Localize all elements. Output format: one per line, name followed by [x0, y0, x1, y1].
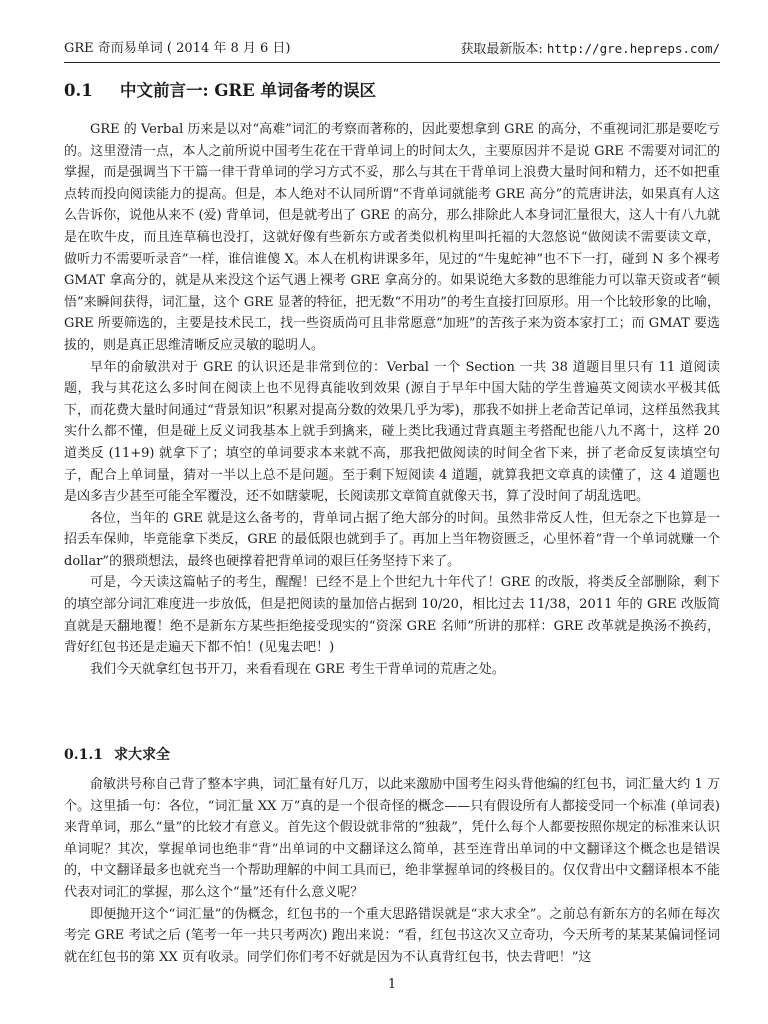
paragraph: 早年的俞敏洪对于 GRE 的认识还是非常到位的：Verbal 一个 Section 一共 38 道题目里只有 11 道阅读题，我与其花这么多时间在阅读上也不见得真能收到效果 (源自于早年中国大陆的学生普遍英文阅读水平极其低下，而花费大量时间通过“背景知识”积累对提高分数的效果几乎为零)，那我不如拼上老命苦记单词，这样虽然我其实什么都不懂，但是碰上反义词我基本上就手到擒来，碰上类比我通过背真题主考搭配也能八九不离十，这样 20 道类反 (11+9) 就拿下了；填空的单词要求本来就不高，那我把做阅读的时间全省下来，拼了老命反复读填空句子，配合上单词量，猜对一半以上总不是问题。至于剩下短阅读 4 道题，就算我把文章真的读懂了，这 4 道题也是凶多吉少甚至可能全军覆没，还不如瞎蒙呢，长阅读那文章简直就像天书，算了没时间了胡乱选吧。 — [64, 359, 720, 505]
subsection-body — [64, 774, 720, 968]
paragraph: 各位，当年的 GRE 就是这么备考的，背单词占据了绝大部分的时间。虽然非常反人性，但无奈之下也算是一招丢车保帅，毕竟能拿下类反，GRE 的最低限也就到手了。再加上当年物资匮乏，心里怀着“背一个单词就赚一个 dollar”的猥琐想法，最终也硬撑着把背单词的艰巨任务坚持下来了。 — [64, 510, 720, 569]
section-body — [64, 119, 720, 680]
header-title: GRE 奇而易单词 ( 2014 年 8 月 6 日) — [64, 41, 291, 56]
section-number: 0.1 — [64, 81, 93, 100]
page-number: 1 — [387, 977, 397, 992]
subsection-heading — [64, 745, 170, 765]
paragraph: 即便抛开这个“词汇量”的伪概念，红包书的一个重大思路错误就是“求大求全”。之前总有新东方的名师在每次考完 GRE 考试之后 (笔考一年一共只考两次) 跑出来说：“看，红包书这次又立奇功，今天所考的某某某偏词怪词就在红包书的第 XX 页有收录。同学们你们考不好就是因为不认真背红包书，快去背吧！”这 — [64, 906, 720, 965]
section-title: 中文前言一: GRE 单词备考的误区 — [120, 81, 376, 100]
paragraph: GRE 的 Verbal 历来是以对“高难”词汇的考察而著称的，因此要想拿到 GRE 的高分，不重视词汇那是要吃亏的。这里澄清一点，本人之前所说中国考生花在干背单词上的时间太久，主要原因并不是说 GRE 不需要对词汇的掌握，而是强调当下干篇一律干背单词的学习方式不妥，那么与其在干背单词上浪费大量时间和精力，还不如把重点转而投向阅读能力的提高。但是，本人绝对不认同所谓“不背单词就能考 GRE 高分”的荒唐讲法，如果真有人这么告诉你，说他从来不 (爱) 背单词，但是就考出了 GRE 的高分，那么排除此人本身词汇量很大，这人十有八九就是在吹牛皮，而且连草稿也没打，这就好像有些新东方或者类似机构里叫托福的大忽悠说“做阅读不需要读文章，做听力不需要听录音”一样，谁信谁傻 X。本人在机构讲课多年，见过的“牛鬼蛇神”也不下一打，碰到 N 多个裸考 GMAT 拿高分的，就是从来没这个运气遇上裸考 GRE 拿高分的。如果说绝大多数的思维能力可以靠天资或者“顿悟”来瞬间获得，词汇量，这个 GRE 显著的特征，把无数“不用功”的考生直接打回原形。用一个比较形象的比喻，GRE 所要筛选的，主要是技术民工，找一些资质尚可且非常愿意“加班”的苦孩子来为资本家打工；而 GMAT 要选拔的，则是真正思维清晰反应灵敏的聪明人。 — [64, 122, 720, 353]
paragraph: 我们今天就拿红包书开刀，来看看现在 GRE 考生干背单词的荒唐之处。 — [90, 661, 505, 677]
subsection-number: 0.1.1 — [64, 747, 103, 763]
running-header — [64, 40, 720, 58]
subsection-title: 求大求全 — [114, 747, 170, 763]
section-heading — [64, 80, 376, 102]
document-page — [64, 0, 720, 1024]
header-url[interactable]: http://gre.hepreps.com/ — [546, 41, 720, 56]
header-version-link[interactable] — [460, 40, 720, 58]
header-divider — [64, 62, 720, 63]
paragraph: 可是，今天读这篇帖子的考生，醒醒！已经不是上个世纪九十年代了！GRE 的改版，将类反全部删除，剩下的填空部分词汇难度进一步放低，但是把阅读的量加倍占据到 10/20，相比过去 11/38，2011 年的 GRE 改版简直就是天翻地覆！绝不是新东方某些拒绝接受现实的“资深 GRE 名师”所讲的那样：GRE 改革就是换汤不换药，背好红包书还是走遍天下都不怕！(见鬼去吧！) — [64, 575, 720, 656]
paragraph: 俞敏洪号称自己背了整本字典，词汇量有好几万，以此来激励中国考生闷头背他编的红包书，词汇量大约 1 万个。这里插一句：各位，“词汇量 XX 万”真的是一个很奇怪的概念——只有假设所有人都接受同一个标准 (单词表) 来背单词，那么“量”的比较才有意义。首先这个假设就非常的“独裁”，凭什么每个人都要按照你规定的标准来认识单词呢？其次，掌握单词也绝非“背”出单词的中文翻译这么简单，甚至连背出单词的中文翻译这个概念也是错误的，中文翻译最多也就充当一个帮助理解的中间工具而已，绝非掌握单词的终极目的。仅仅背出中文翻译根本不能代表对词汇的掌握，那么这个“量”还有什么意义呢？ — [64, 777, 720, 900]
header-version-label: 获取最新版本: — [460, 42, 547, 57]
